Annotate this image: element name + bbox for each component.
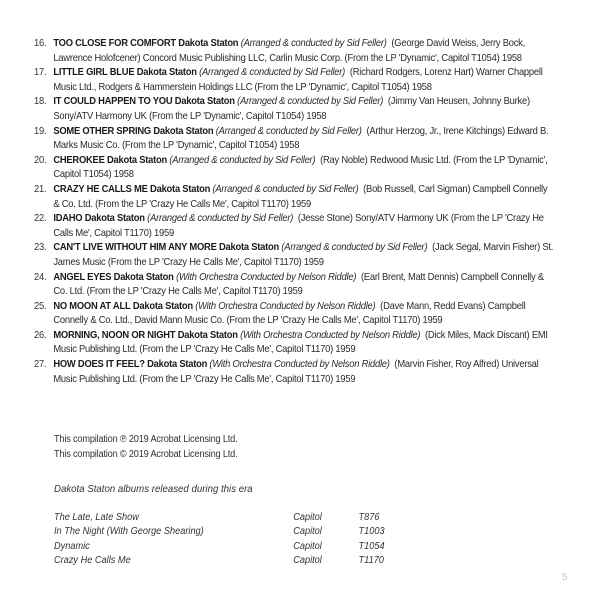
album-list [54,511,445,568]
track-arranger: (Arranged & conducted by Sid Feller) [215,125,362,137]
album-label: Capitol [293,526,322,538]
track-artist: Dakota Staton [177,329,238,341]
track-title: CRAZY HE CALLS ME [53,183,148,195]
track-artist: Dakota Staton [132,300,193,312]
track-arranger: (With Orchestra Conducted by Nelson Riddle) [195,300,376,312]
track-credits: (Earl Brent, Matt Dennis) Campbell Connelly & Co. Ltd. (From the LP 'Crazy He Calls Me', Capitol T1170) 1959 [53,271,544,298]
album-title: In The Night (With George Shearing) [54,526,204,538]
track-artist: Dakota Staton [147,359,208,371]
track-artist: Dakota Staton [106,154,168,166]
track-arranger: (Arranged & conducted by Sid Feller) [147,213,294,225]
track-artist: Dakota Staton [113,271,174,283]
track-item [34,329,554,358]
track-item [34,358,554,387]
track-credits: (Dave Mann, Redd Evans) Campbell Connelly & Co. Ltd., David Mann Music Co. (From the LP 'Crazy He Calls Me', Capitol T1170) 1959 [53,300,526,327]
track-credits: (Ray Noble) Redwood Music Ltd. (From the LP 'Dynamic', Capitol T1054) 1958 [53,154,548,181]
track-list [34,37,554,387]
album-catalog: T1170 [358,554,384,566]
track-arranger: (Arranged & conducted by Sid Feller) [237,96,384,108]
track-number: 17. [34,67,47,79]
track-arranger: (With Orchestra Conducted by Nelson Riddle) [240,329,421,341]
track-number: 26. [34,329,47,341]
track-item [34,66,554,95]
album-label: Capitol [293,554,322,566]
track-credits: (Jesse Stone) Sony/ATV Harmony UK (From the LP 'Crazy He Calls Me', Capitol T1170) 1959 [53,213,544,239]
track-title: ANGEL EYES [53,271,112,283]
track-title: MORNING, NOON OR NIGHT [53,329,176,341]
track-title: IDAHO [53,213,83,225]
album-catalog: T1003 [358,526,385,538]
track-arranger: (With Orchestra Conducted by Nelson Riddle) [176,271,357,283]
track-arranger: (Arranged & conducted by Sid Feller) [199,67,346,79]
albums-heading: Dakota Staton albums released during this era [54,483,253,495]
track-artist: Dakota Staton [218,242,280,254]
track-number: 25. [34,300,47,312]
album-row [54,540,414,554]
track-artist: Dakota Staton [178,38,239,49]
track-title: CHEROKEE [53,154,105,166]
track-artist: Dakota Staton [174,96,235,108]
track-credits: (Jack Segal, Marvin Fisher) St. James Music (From the LP 'Crazy He Calls Me', Capitol T1170) 1959 [53,242,554,268]
track-credits: (Dick Miles, Mack Discant) EMI Music Publishing Ltd. (From the LP 'Crazy He Calls Me', Capitol T1170) 1959 [53,329,548,356]
track-title: LITTLE GIRL BLUE [53,67,135,79]
album-title: Crazy He Calls Me [54,554,131,566]
track-title: TOO CLOSE FOR COMFORT [53,38,176,49]
track-credits: (George David Weiss, Jerry Bock, Lawrence Holofcener) Concord Music Publishing LLC, Carlin Music Corp. (From the LP 'Dynamic', Capitol T1054) 1958 [53,38,526,64]
track-artist: Dakota Staton [153,125,214,137]
track-credits: (Arthur Herzog, Jr., Irene Kitchings) Edward B. Marks Music Co. (From the LP 'Dynamic', Capitol T1054) 1958 [53,125,549,152]
track-title: HOW DOES IT FEEL? [53,359,145,371]
track-number: 23. [34,242,47,254]
track-credits: (Bob Russell, Carl Sigman) Campbell Connelly & Co. Ltd. (From the LP 'Crazy He Calls Me', Capitol T1170) 1959 [53,183,548,210]
album-row [54,525,414,539]
track-item [34,212,554,241]
track-item [34,154,554,183]
track-title: SOME OTHER SPRING [53,125,151,137]
page-number: 5 [562,572,568,583]
track-number: 20. [34,154,47,166]
album-label: Capitol [293,512,322,523]
track-arranger: (Arranged & conducted by Sid Feller) [212,183,359,195]
album-title: The Late, Late Show [54,512,139,523]
copyright-block [54,432,237,462]
track-credits: (Richard Rodgers, Lorenz Hart) Warner Chappell Music Ltd., Rodgers & Hammerstein Holdings LLC (From the LP 'Dynamic', Capitol T1054) 1958 [53,67,543,93]
album-title: Dynamic [54,540,90,552]
track-item [34,37,554,66]
album-label: Capitol [293,540,322,552]
track-title: IT COULD HAPPEN TO YOU [53,96,173,108]
track-item [34,241,554,270]
track-arranger: (With Orchestra Conducted by Nelson Riddle) [209,359,390,371]
track-number: 18. [34,96,47,108]
track-number: 27. [34,359,47,371]
track-item [34,271,554,300]
album-row [54,554,414,568]
phonographic-copyright: This compilation ℗ 2019 Acrobat Licensing Ltd. [54,434,238,445]
track-item [34,95,554,124]
track-artist: Dakota Staton [150,183,211,195]
album-catalog: T876 [358,512,380,523]
track-number: 16. [34,38,47,49]
track-title: CAN'T LIVE WITHOUT HIM ANY MORE [53,242,217,254]
track-number: 19. [34,125,47,137]
track-title: NO MOON AT ALL [53,300,131,312]
track-item [34,300,554,329]
track-number: 21. [34,183,47,195]
track-item [34,125,554,154]
track-artist: Dakota Staton [136,67,197,79]
track-arranger: (Arranged & conducted by Sid Feller) [281,242,428,254]
track-credits: (Jimmy Van Heusen, Johnny Burke) Sony/ATV Harmony UK (From the LP 'Dynamic', Capitol T1054) 1958 [53,96,530,122]
track-item [34,183,554,212]
track-arranger: (Arranged & conducted by Sid Feller) [169,154,316,166]
compilation-copyright: This compilation © 2019 Acrobat Licensing Ltd. [54,449,238,460]
album-catalog: T1054 [358,540,385,552]
track-credits: (Marvin Fisher, Roy Alfred) Universal Music Publishing Ltd. (From the LP 'Crazy He Calls Me', Capitol T1170) 1959 [53,359,539,385]
track-arranger: (Arranged & conducted by Sid Feller) [240,38,387,49]
track-artist: Dakota Staton [84,213,145,225]
track-number: 24. [34,271,47,283]
track-number: 22. [34,213,47,225]
album-row [54,511,414,525]
